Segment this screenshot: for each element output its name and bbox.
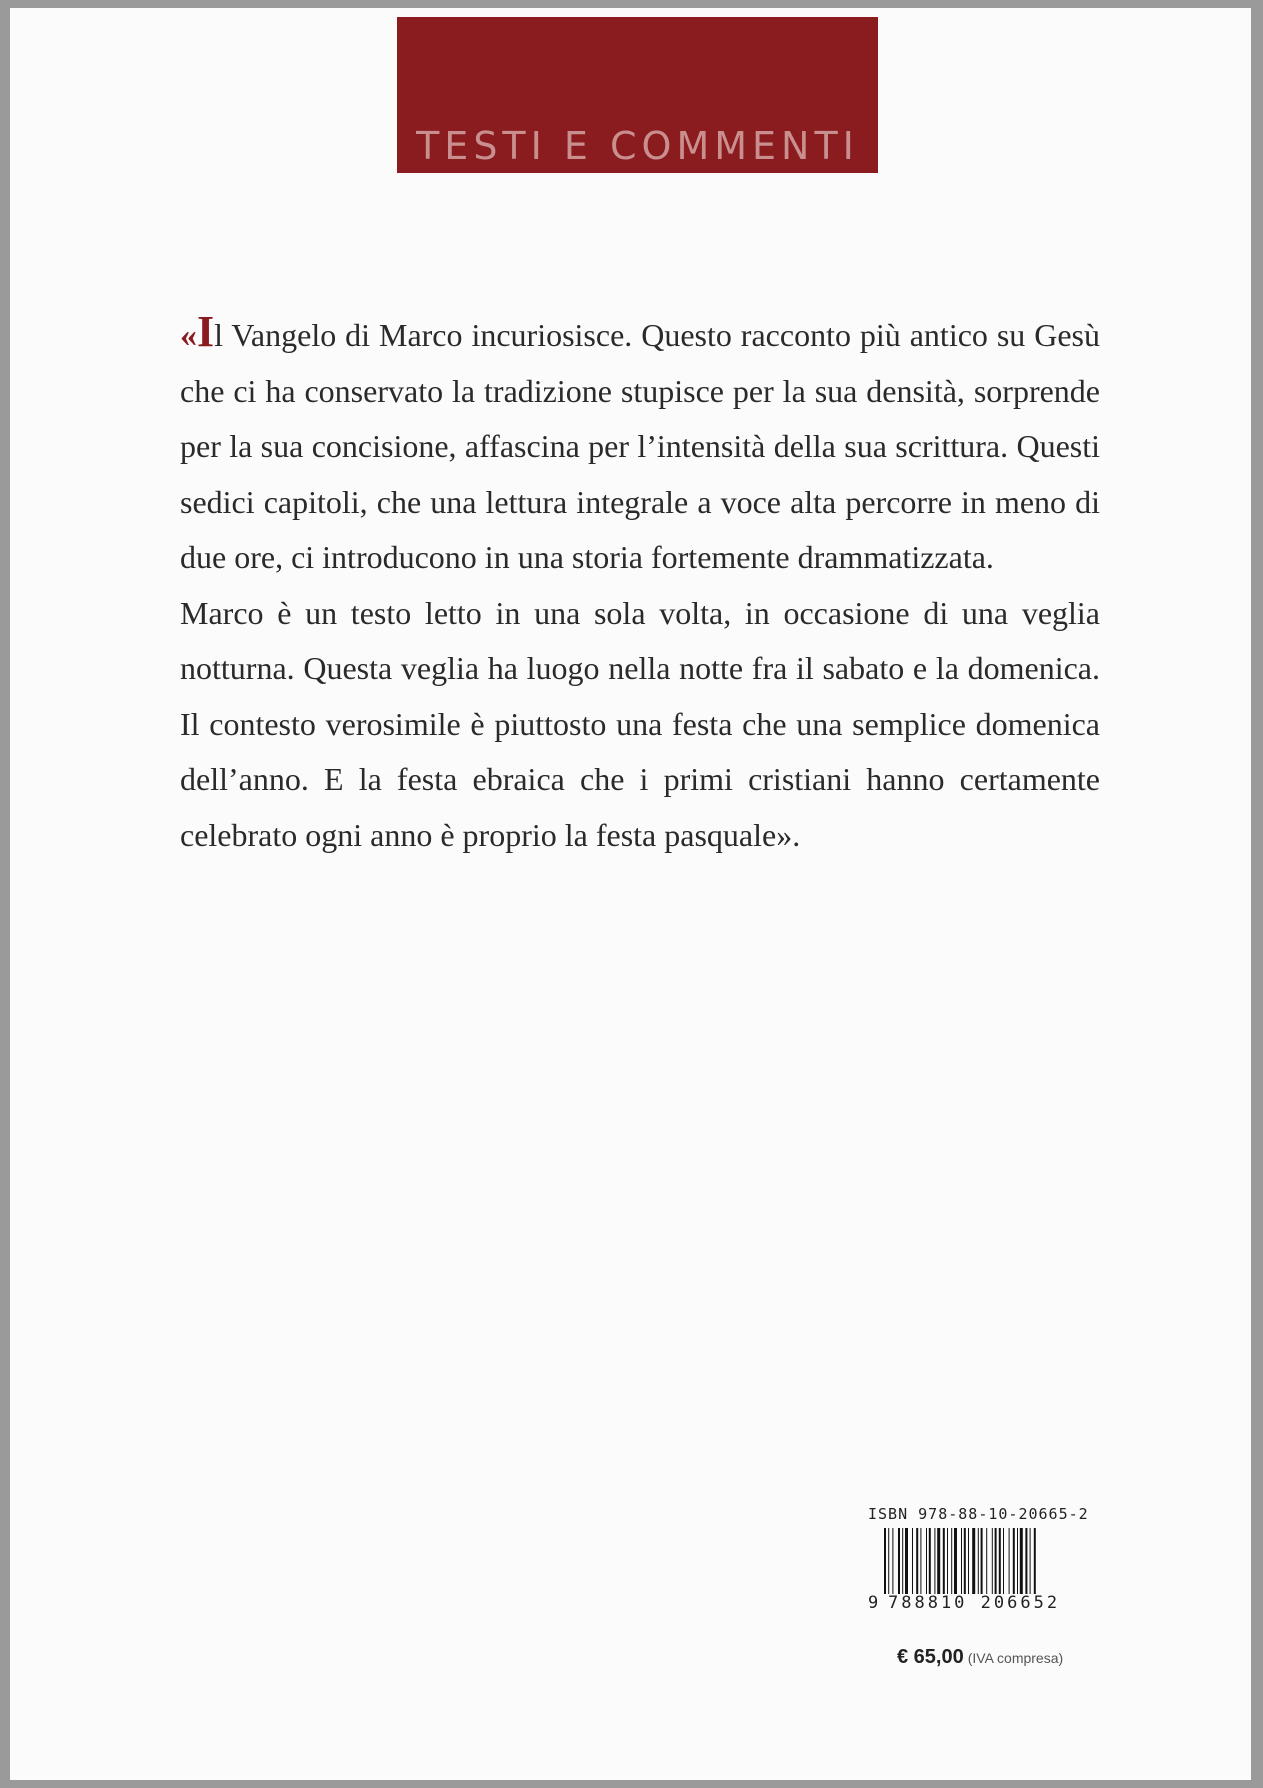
barcode-digit-first: 9 xyxy=(868,1593,879,1613)
barcode xyxy=(884,1528,1090,1594)
isbn-label: ISBN 978-88-10-20665-2 xyxy=(868,1505,1089,1523)
back-cover xyxy=(10,8,1251,1780)
blurb-paragraph-1 xyxy=(180,304,1100,586)
barcode-digits-rest: 788810 206652 xyxy=(888,1593,1061,1613)
blurb-text-1: l Vangelo di Marco incuriosisce. Questo racconto più antico su Gesù che ci ha conservato la tradizione stupisce per la sua densità, sorprende per la sua concisione, affascina per l’intensità della sua scrittura. Questi sedici capitoli, che una lettura integrale a voce alta percorre in meno di due ore, ci introducono in una storia fortemente drammatizzata. xyxy=(180,317,1100,575)
drop-cap: I xyxy=(197,307,215,356)
price-row xyxy=(897,1646,1063,1669)
series-title: TESTI E COMMENTI xyxy=(416,124,859,168)
vat-note: (IVA compresa) xyxy=(967,1650,1064,1666)
series-band xyxy=(397,17,878,173)
price: € 65,00 xyxy=(897,1646,964,1668)
open-quote: « xyxy=(180,317,197,354)
blurb xyxy=(180,304,1100,863)
blurb-paragraph-2: Marco è un testo letto in una sola volta, in occasione di una veglia notturna. Questa veglia ha luogo nella notte fra il sabato e la domenica. Il contesto verosimile è piuttosto una festa che una semplice domenica dell’anno. E la festa ebraica che i primi cristiani hanno certamente celebrato ogni anno è proprio la festa pasquale». xyxy=(180,594,1100,853)
